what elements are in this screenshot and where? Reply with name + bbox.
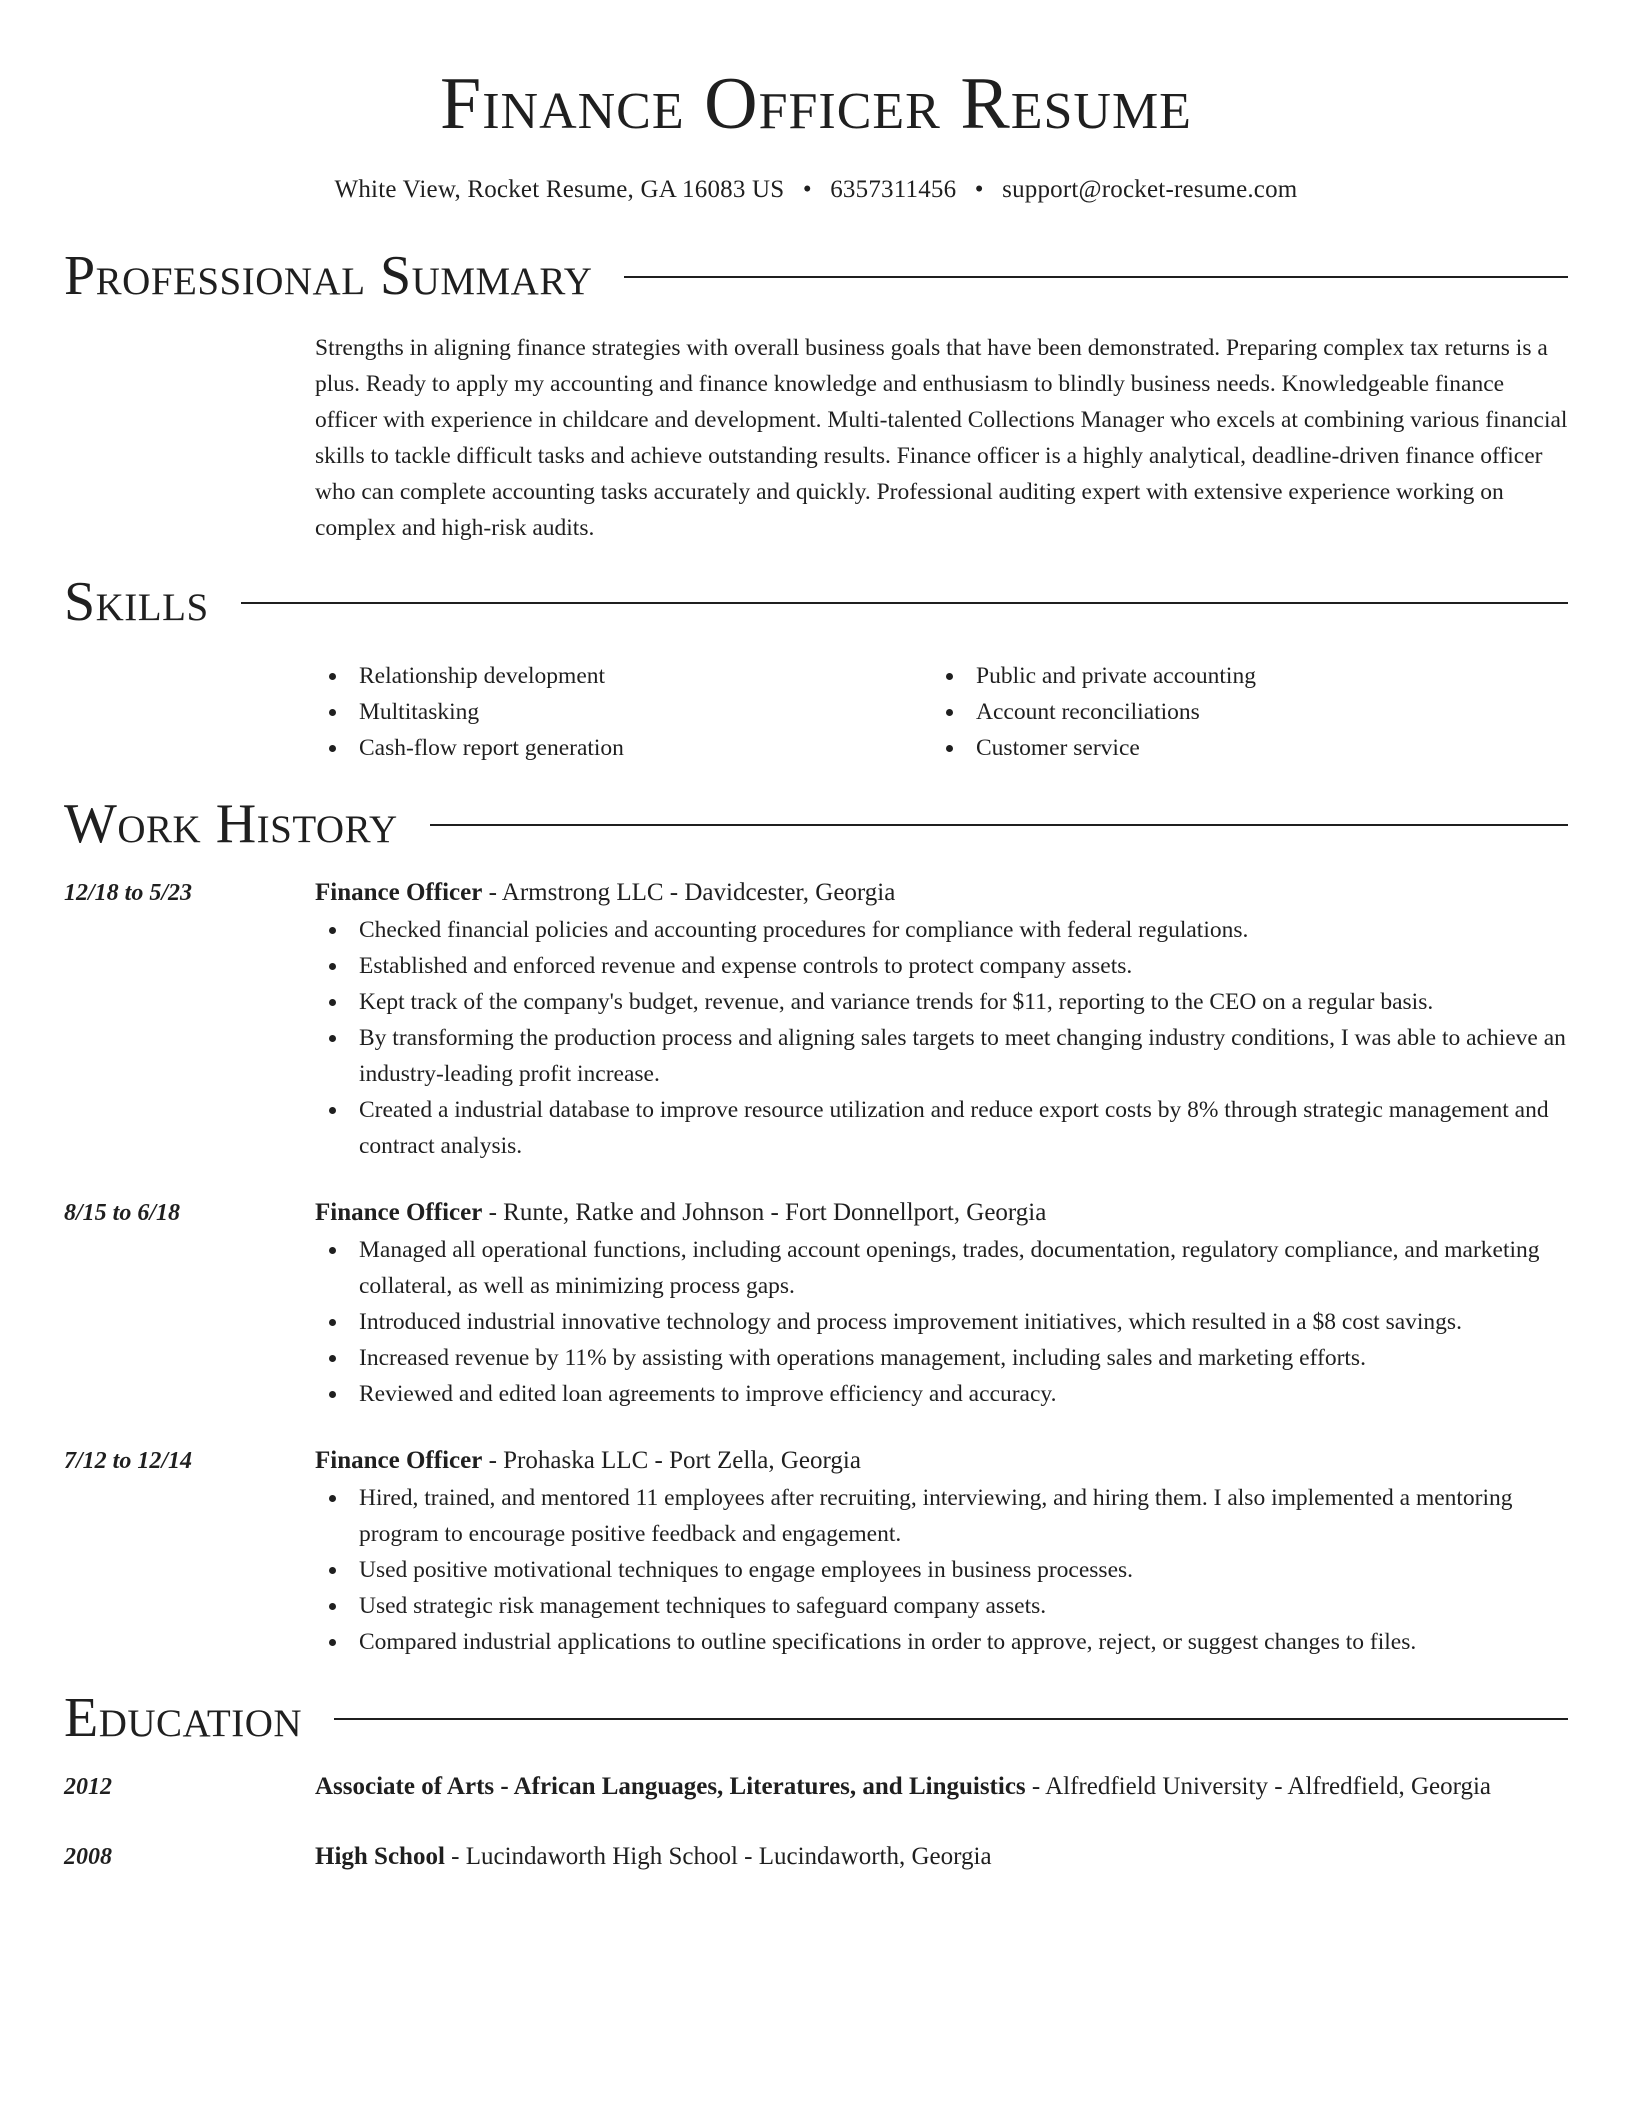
bullet-icon [329,1639,336,1646]
contact-separator: • [802,176,812,203]
work-bullet [315,948,1568,984]
education-degree: High School [315,1843,445,1870]
work-bullet [315,1588,1568,1624]
work-bullet [315,1092,1568,1164]
work-entry-body [315,874,1568,1164]
work-heading [315,1442,1568,1480]
work-bullet [315,1624,1568,1660]
bullet-icon [329,927,336,934]
bullet-icon [329,1035,336,1042]
education-year: 2008 [64,1844,112,1870]
work-bullet-text: By transforming the production process and aligning sales targets to meet changing industry conditions, I was able to achieve an industry-leading profit increase. [359,1025,1566,1087]
contact-email: support@rocket-resume.com [1002,176,1298,203]
bullet-icon [329,745,336,752]
work-bullet-text: Used strategic risk management techniques to safeguard company assets. [359,1593,1047,1619]
skills-section-title: Skills [64,571,209,633]
education-section-title: Education [64,1687,303,1749]
education-heading [315,1838,1568,1876]
bullet-icon [329,709,336,716]
skill-item [932,658,1549,694]
contact-address: White View, Rocket Resume, GA 16083 US [334,176,785,203]
bullet-icon [329,1567,336,1574]
education-entry [64,1768,1568,1806]
work-entry [64,1442,1568,1660]
bullet-icon [329,1247,336,1254]
work-bullet-text: Increased revenue by 11% by assisting with operations management, including sales and marketing efforts. [359,1345,1366,1371]
section-divider [624,276,1568,278]
education-section-header [64,1686,1568,1750]
work-bullet [315,1552,1568,1588]
section-divider [430,824,1568,826]
bullet-icon [946,709,953,716]
work-dates: 7/12 to 12/14 [64,1448,193,1474]
bullet-icon [329,1603,336,1610]
work-entry-body [315,1194,1568,1412]
summary-section-header [64,244,1568,308]
resume-name: Finance Officer Resume [440,63,1192,145]
job-employer: - Runte, Ratke and Johnson - Fort Donnellport, Georgia [482,1199,1047,1226]
work-entry [64,1194,1568,1412]
skill-item [315,658,932,694]
work-bullet [315,1232,1568,1304]
education-entry-body [315,1768,1568,1806]
work-section-header [64,792,1568,856]
work-dates: 12/18 to 5/23 [64,880,193,906]
skill-label: Customer service [976,735,1140,761]
education-heading [315,1768,1568,1806]
work-section-title: Work History [64,793,398,855]
work-bullet [315,1304,1568,1340]
skill-label: Account reconciliations [976,699,1200,725]
skills-column-right [932,658,1549,766]
work-entry-body [315,1442,1568,1660]
summary-text: Strengths in aligning finance strategies with overall business goals that have been demonstrated. Preparing complex tax returns is a plus. Ready to apply my accounting and finance knowledge and enthusiasm to blindly business needs. Knowledgeable finance officer with experience in childcare and development. Multi-talented Collections Manager who excels at combining various financial skills to tackle difficult tasks and achieve outstanding results. Finance officer is a highly analytical, deadline-driven finance officer who can complete accounting tasks accurately and quickly. Professional auditing expert with extensive experience working on complex and high-risk audits. [315,335,1568,541]
contact-line [64,174,1568,206]
work-bullet [315,1020,1568,1092]
skills-grid [315,658,1568,766]
section-divider [334,1718,1568,1720]
education-institution: - Lucindaworth High School - Lucindaworth, Georgia [444,1843,992,1870]
work-bullets [315,1480,1568,1660]
bullet-icon [329,673,336,680]
education-degree: Associate of Arts - African Languages, Literatures, and Linguistics [315,1773,1026,1800]
bullet-icon [329,1107,336,1114]
job-employer: - Prohaska LLC - Port Zella, Georgia [482,1447,861,1474]
work-bullet-text: Introduced industrial innovative technology and process improvement initiatives, which resulted in a $8 cost savings. [359,1309,1462,1335]
work-bullet-text: Created a industrial database to improve resource utilization and reduce export costs by 8% through strategic management and contract analysis. [359,1097,1549,1159]
work-bullet [315,984,1568,1020]
skill-label: Multitasking [359,699,480,725]
work-bullet [315,912,1568,948]
contact-separator: • [974,176,984,203]
skill-item [315,730,932,766]
skill-item [315,694,932,730]
job-title: Finance Officer [315,1199,483,1226]
work-dates: 8/15 to 6/18 [64,1200,181,1226]
work-bullet [315,1480,1568,1552]
work-bullet-text: Compared industrial applications to outline specifications in order to approve, reject, or suggest changes to files. [359,1629,1417,1655]
education-entry [64,1838,1568,1876]
section-divider [241,602,1568,604]
skills-column-left [315,658,932,766]
bullet-icon [329,1355,336,1362]
work-bullet [315,1340,1568,1376]
summary-section-title: Professional Summary [64,245,593,307]
skills-section-header [64,570,1568,634]
skill-label: Public and private accounting [976,663,1256,689]
work-entry [64,874,1568,1164]
work-bullets [315,912,1568,1164]
skill-item [932,694,1549,730]
work-bullet-text: Hired, trained, and mentored 11 employees after recruiting, interviewing, and hiring them. I also implemented a mentoring program to encourage positive feedback and engagement. [359,1485,1513,1547]
work-bullet [315,1376,1568,1412]
skill-label: Cash-flow report generation [359,735,624,761]
bullet-icon [329,1495,336,1502]
bullet-icon [329,1319,336,1326]
job-employer: - Armstrong LLC - Davidcester, Georgia [482,879,896,906]
skill-label: Relationship development [359,663,606,689]
job-title: Finance Officer [315,1447,483,1474]
bullet-icon [329,963,336,970]
work-bullets [315,1232,1568,1412]
contact-phone: 6357311456 [830,176,957,203]
skill-item [932,730,1549,766]
bullet-icon [329,999,336,1006]
education-institution: - Alfredfield University - Alfredfield, Georgia [1025,1773,1492,1800]
education-entry-body [315,1838,1568,1876]
bullet-icon [946,673,953,680]
education-year: 2012 [64,1774,112,1800]
job-title: Finance Officer [315,879,483,906]
work-heading [315,874,1568,912]
work-bullet-text: Checked financial policies and accounting procedures for compliance with federal regulations. [359,917,1249,943]
bullet-icon [329,1391,336,1398]
work-bullet-text: Kept track of the company's budget, revenue, and variance trends for $11, reporting to the CEO on a regular basis. [359,989,1434,1015]
work-bullet-text: Reviewed and edited loan agreements to improve efficiency and accuracy. [359,1381,1057,1407]
work-bullet-text: Managed all operational functions, including account openings, trades, documentation, regulatory compliance, and marketing collateral, as well as minimizing process gaps. [359,1237,1540,1299]
work-heading [315,1194,1568,1232]
work-bullet-text: Used positive motivational techniques to engage employees in business processes. [359,1557,1134,1583]
work-bullet-text: Established and enforced revenue and expense controls to protect company assets. [359,953,1133,979]
bullet-icon [946,745,953,752]
